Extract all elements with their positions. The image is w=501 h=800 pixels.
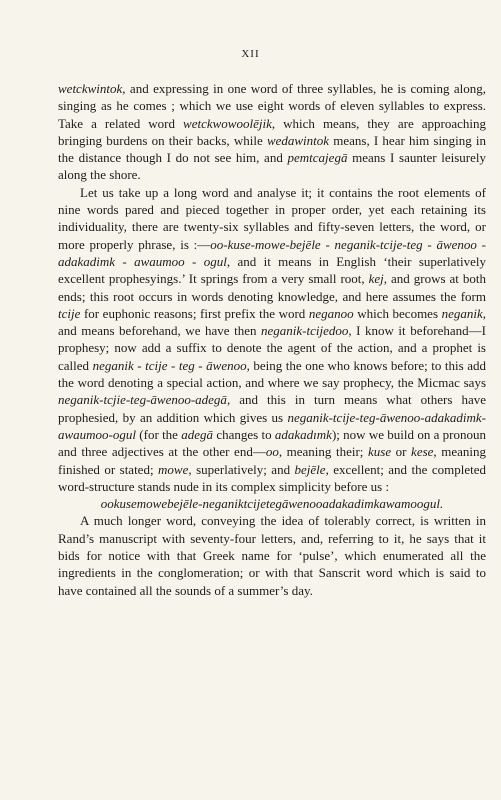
text-run: , and grows at both ends; this root occurs in words denoting knowledge, and here assumes the form	[58, 271, 486, 304]
text-run: means I saunter leisurely along the shore.	[58, 150, 487, 183]
italic-term: bejēle	[294, 461, 326, 477]
italic-term: wetckwintok	[58, 81, 123, 96]
text-run: or	[391, 444, 412, 460]
body-text	[58, 80, 486, 599]
italic-term: wetckwowoolējik	[183, 115, 272, 131]
italic-term: oo	[265, 444, 279, 460]
italic-term: pemtcajegā	[287, 150, 348, 166]
italic-term: oo-kuse-mowe-bejēle - neganik-tcije-teg - āwenoo - adakadimk - awaumoo - ogul	[58, 236, 486, 269]
text-run: , I know it beforehand—I prophesy; now add a suffix to denote the agent of the action, and a prophet is called	[58, 323, 486, 373]
italic-term: neganoo	[308, 305, 354, 321]
text-run: , superlatively; and	[188, 461, 295, 477]
text-run: Let us take up a long word and analyse it; it contains the root elements of nine words pared and pieced together in proper order, yet each retaining its individuality, there are twenty-six syllables and fifty-seven letters, the word, or more properly phrase, is :—	[58, 184, 486, 252]
text-run: means, I hear him singing in the distance though I do not see him, and	[58, 132, 486, 166]
paragraph-3	[58, 512, 486, 598]
text-run: (for the	[136, 426, 182, 442]
italic-term: neganik - tcije - teg - āwenoo	[92, 357, 247, 373]
paragraph-1	[58, 80, 486, 184]
text-run: changes to	[213, 426, 275, 442]
text-run: A much longer word, conveying the idea of tolerably correct, is written in Rand’s manuscript with seventy-four letters, and, referring to it, he says that it bids for notice with that Greek name for ‘pulse’, which enumerated all the ingredients in the conglomeration; or with that Sanscrit word which is said to have contained all the sounds of a summer’s day.	[58, 513, 486, 598]
italic-term: kuse	[367, 444, 392, 460]
italic-term: mowe	[158, 461, 189, 477]
italic-term: adakadımk	[274, 426, 332, 442]
italic-term: neganik-tcijedoo	[261, 323, 349, 339]
text-run: which becomes	[353, 305, 442, 321]
text-run: , and means beforehand, we have then	[58, 305, 486, 339]
text-run: , meaning finished or stated;	[58, 444, 486, 477]
text-run: for euphonic reasons; first prefix the word	[80, 305, 309, 321]
text-run: , being the one who knows before; to this add the word denoting a special action, and where we say prophecy, the Micmac says	[58, 357, 486, 391]
text-run: , and expressing in one word of three syllables, he is coming along, singing as he comes ; which we use eight words of eleven syllables to express. Take a related word	[58, 81, 486, 131]
text-run: , and it means in English ‘their superlatively excellent prophesyings.’ It springs from a very small root,	[58, 253, 486, 287]
text-run: , excellent; and the completed word-structure stands nude in its complex simplicity before us :	[58, 461, 486, 494]
long-word-line: ookusemowebejēle-neganiktcijetegāwenooadakadimkawamoogul.	[100, 496, 444, 512]
italic-term: kese	[411, 444, 434, 460]
text-run: , meaning their;	[278, 444, 368, 460]
page-number: XII	[241, 48, 260, 60]
italic-term: neganik	[441, 305, 483, 321]
italic-term: tcije	[58, 305, 81, 321]
italic-term: neganik-tcjie-teg-āwenoo-adegā	[58, 392, 227, 408]
italic-term: adegā	[181, 426, 214, 442]
italic-term: wedawintok	[266, 132, 330, 148]
text-run: , and this in turn means what others have prophesied, by an addition which gives us	[58, 392, 486, 425]
paragraph-2	[58, 184, 486, 495]
text-run: , which means, they are approaching bringing burdens on their backs, while	[58, 115, 486, 148]
italic-term: kej	[368, 271, 384, 287]
text-run: ); now we build on a pronoun and three adjectives at the other end—	[58, 426, 486, 460]
italic-term: neganik-tcije-teg-āwenoo-adakadimk-awaumoo-ogul	[58, 409, 486, 442]
